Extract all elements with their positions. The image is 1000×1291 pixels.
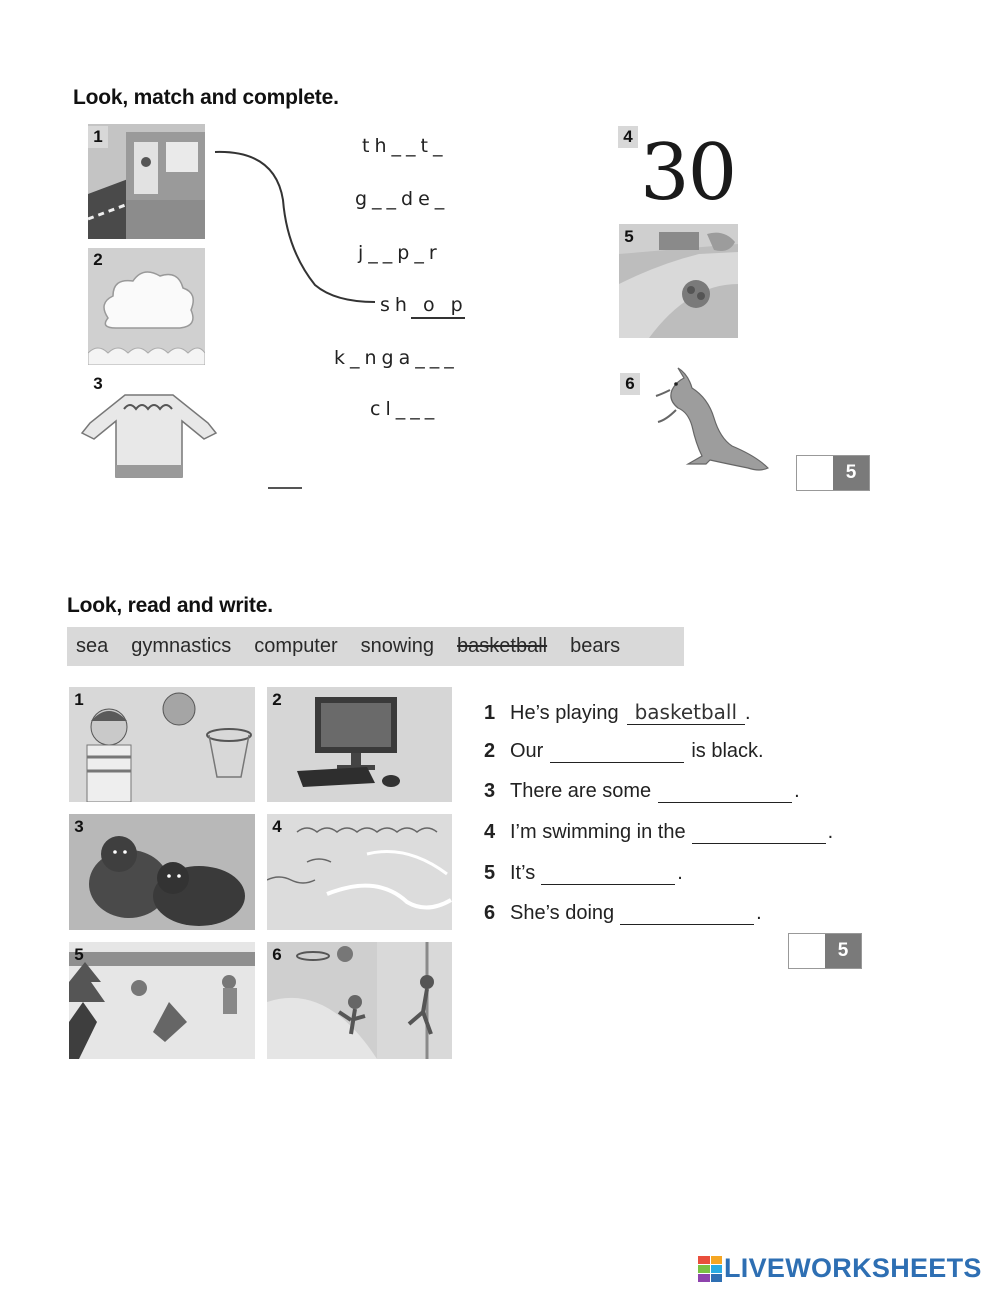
sentence-4-before: I’m swimming in the [510,821,686,843]
sentence-6-before: She’s doing [510,902,615,924]
sentence-2 [484,740,764,763]
picture-number-6: 6 [272,945,282,964]
sentence-6-number: 6 [484,902,496,924]
word-1[interactable]: th__t_ [362,135,448,157]
left-number-1: 1 [88,126,108,148]
sentence-2-blank[interactable] [550,741,684,763]
sentence-1 [484,700,751,725]
sentence-3-blank[interactable] [658,781,792,803]
right-number-4: 4 [618,126,638,148]
sentence-4-number: 4 [484,821,496,843]
word-4-shop[interactable]: sh o p [380,294,468,316]
word-3[interactable]: j__p_r [358,242,442,264]
computer-picture [267,687,452,802]
sentence-4 [484,821,833,844]
sentence-5 [484,862,683,885]
matching-line [205,140,395,310]
left-number-2: 2 [93,250,103,269]
picture-number-5: 5 [74,945,84,964]
sentence-5-number: 5 [484,862,496,884]
sentence-3-number: 3 [484,780,496,802]
word-bank-gymnastics: gymnastics [131,635,232,657]
sentence-5-blank[interactable] [541,863,675,885]
section2-score-value: 5 [825,934,861,968]
basketball-boy-picture [69,687,255,802]
bears-picture [69,814,255,930]
sentence-1-before: He’s playing [510,702,619,724]
sentence-1-number: 1 [484,702,496,724]
gymnastics-picture [267,942,452,1059]
section1-score-value: 5 [833,456,869,490]
sentence-2-number: 2 [484,740,496,762]
word-bank-snowing: snowing [360,635,435,657]
sentence-1-answer[interactable]: basketball [627,700,745,725]
liveworksheets-logo[interactable] [698,1253,982,1284]
section1-title: Look, match and complete. [73,86,339,109]
number-thirty: 30 [640,128,736,218]
sentence-3-after: . [794,780,800,802]
sentence-3-before: There are some [510,780,652,802]
sentence-4-after: . [827,821,834,843]
logo-mark-icon [698,1256,722,1282]
sentence-3 [484,780,800,803]
shop-underline [411,317,465,319]
word-5[interactable]: k_nga___ [334,347,459,369]
word-bank [67,627,684,666]
word-bank-computer: computer [254,635,338,657]
sentence-5-after: . [677,862,683,884]
right-number-5: 5 [624,227,634,246]
section2-score-box[interactable] [788,933,862,969]
sentence-4-blank[interactable] [692,822,826,844]
logo-text: LIVEWORKSHEETS [724,1253,982,1283]
snowing-picture [69,942,255,1059]
sentence-6-blank[interactable] [620,903,754,925]
word-bank-sea: sea [76,635,109,657]
sentence-5-before: It’s [510,862,536,884]
picture-number-1: 1 [74,690,84,709]
left-number-3: 3 [93,374,103,393]
sentence-2-after: is black. [691,740,764,762]
sentence-6 [484,902,762,925]
word-2[interactable]: g__de_ [355,188,450,210]
picture-number-3: 3 [74,817,84,836]
word-bank-bears: bears [570,635,621,657]
section2-title: Look, read and write. [67,594,273,617]
section1-score-box[interactable] [796,455,870,491]
sentence-6-after: . [756,902,762,924]
picture-number-4: 4 [272,817,282,836]
sentence-1-after: . [745,702,751,724]
kangaroo-picture [648,364,770,476]
picture-number-2: 2 [272,690,282,709]
right-number-6: 6 [620,373,640,395]
sentence-2-before: Our [510,740,544,762]
sea-picture [267,814,452,930]
word-bank-basketball: basketball [457,635,548,657]
stray-mark [268,487,302,489]
word-6[interactable]: cl___ [370,398,440,420]
